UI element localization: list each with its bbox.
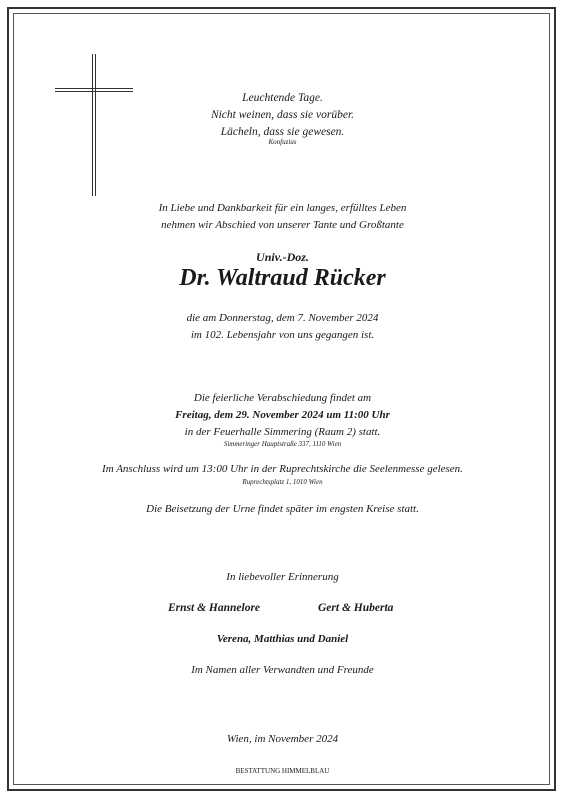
place-date: Wien, im November 2024: [226, 733, 339, 745]
family-center: Verena, Matthias und Daniel: [216, 633, 349, 645]
ceremony-date-time: Freitag, dem 29. November 2024 um 11:00 Uhr: [175, 409, 390, 421]
mass-address: Ruprechtsplatz 1, 1010 Wien: [242, 478, 323, 486]
death-line-1: die am Donnerstag, dem 7. November 2024: [186, 312, 379, 324]
quote-line-1: Leuchtende Tage.: [242, 92, 323, 104]
ceremony-address: Simmeringer Hauptstraße 337, 1110 Wien: [223, 440, 342, 448]
ceremony-location: in der Feuerhalle Simmering (Raum 2) statt.: [184, 426, 381, 438]
mass-line: Im Anschluss wird um 13:00 Uhr in der Ruprechtskirche die Seelenmesse gelesen.: [102, 463, 463, 475]
family-intro: In liebevoller Erinnerung: [226, 571, 339, 583]
intro-line-1: In Liebe und Dankbarkeit für ein langes, erfülltes Leben: [158, 202, 407, 214]
ceremony-line-1: Die feierliche Verabschiedung findet am: [193, 392, 372, 404]
family-right: Gert & Huberta: [318, 602, 394, 614]
quote-line-3: Lächeln, dass sie gewesen.: [220, 126, 345, 138]
family-closing: Im Namen aller Verwandten und Freunde: [191, 664, 374, 676]
death-line-2: im 102. Lebensjahr von uns gegangen ist.: [190, 329, 375, 341]
intro-line-2: nehmen wir Abschied von unserer Tante und Großtante: [161, 219, 404, 231]
burial-line: Die Beisetzung der Urne findet später im engsten Kreise statt.: [146, 503, 419, 515]
quote-line-2: Nicht weinen, dass sie vorüber.: [210, 109, 355, 121]
undertaker: BESTATTUNG HIMMELBLAU: [235, 767, 330, 775]
family-left: Ernst & Hannelore: [168, 602, 261, 614]
quote-author: Konfuzius: [268, 138, 297, 146]
deceased-name: Dr. Waltraud Rücker: [179, 265, 386, 291]
academic-title: Univ.-Doz.: [256, 250, 309, 264]
